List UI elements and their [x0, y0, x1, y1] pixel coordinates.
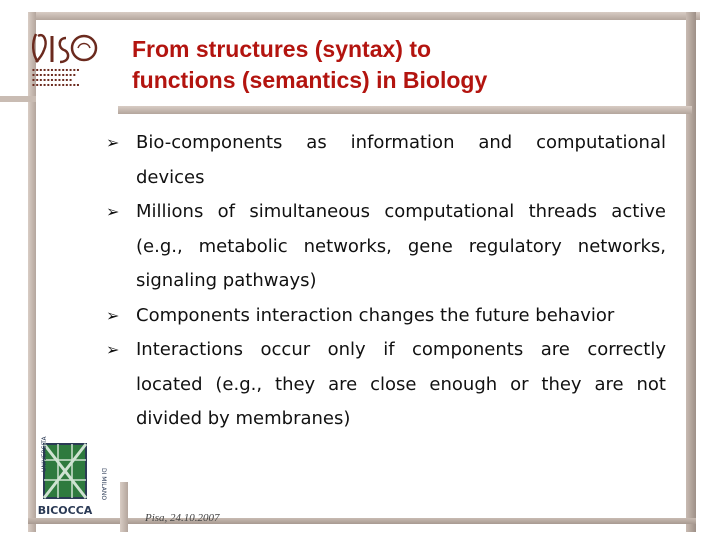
svg-text:UNIVERSITA: UNIVERSITA — [41, 436, 48, 472]
frame-bottom-left-bar — [120, 482, 128, 532]
arrow-bullet-icon: ➢ — [106, 340, 120, 359]
bullet-text: Interactions occur only if components are correctly located (e.g., they are close enough or they are not divided by membranes) — [136, 339, 666, 429]
arrow-bullet-icon: ➢ — [106, 202, 120, 221]
title-line-1: From structures (syntax) to — [132, 36, 432, 62]
bullet-text: Millions of simultaneous computational threads active (e.g., metabolic networks, gene regulatory networks, signaling pathways) — [136, 201, 666, 291]
title-underline-bar — [118, 106, 692, 114]
logo-caption: ▪▪▪▪▪▪▪▪▪▪▪▪▪ ▪▪▪▪▪▪▪▪▪▪▪▪ ▪▪▪▪▪▪▪▪▪▪▪ ▪▪▪▪▪▪▪▪▪▪▪▪▪ — [32, 67, 81, 87]
title-line-2: functions (semantics) in Biology — [132, 67, 488, 93]
university-logo-text: BICOCCA — [37, 504, 93, 517]
frame-bottom-bar — [28, 518, 696, 524]
arrow-bullet-icon: ➢ — [106, 133, 120, 152]
bullet-item — [106, 299, 666, 334]
arrow-bullet-icon: ➢ — [106, 305, 120, 325]
svg-text:DI MILANO: DI MILANO — [100, 468, 107, 501]
bullet-text: Bio-components as information and computational devices — [136, 132, 666, 188]
footer-date: Pisa, 24.10.2007 — [145, 512, 220, 524]
frame-mid-left-bar — [0, 96, 36, 102]
bullet-item — [106, 195, 666, 299]
bullet-text: Components interaction changes the future behavior — [136, 304, 615, 326]
frame-top-bar — [28, 12, 700, 20]
bullet-item — [106, 126, 666, 195]
bullet-list — [106, 126, 666, 437]
bullet-item — [106, 333, 666, 437]
slide-title — [132, 34, 692, 96]
